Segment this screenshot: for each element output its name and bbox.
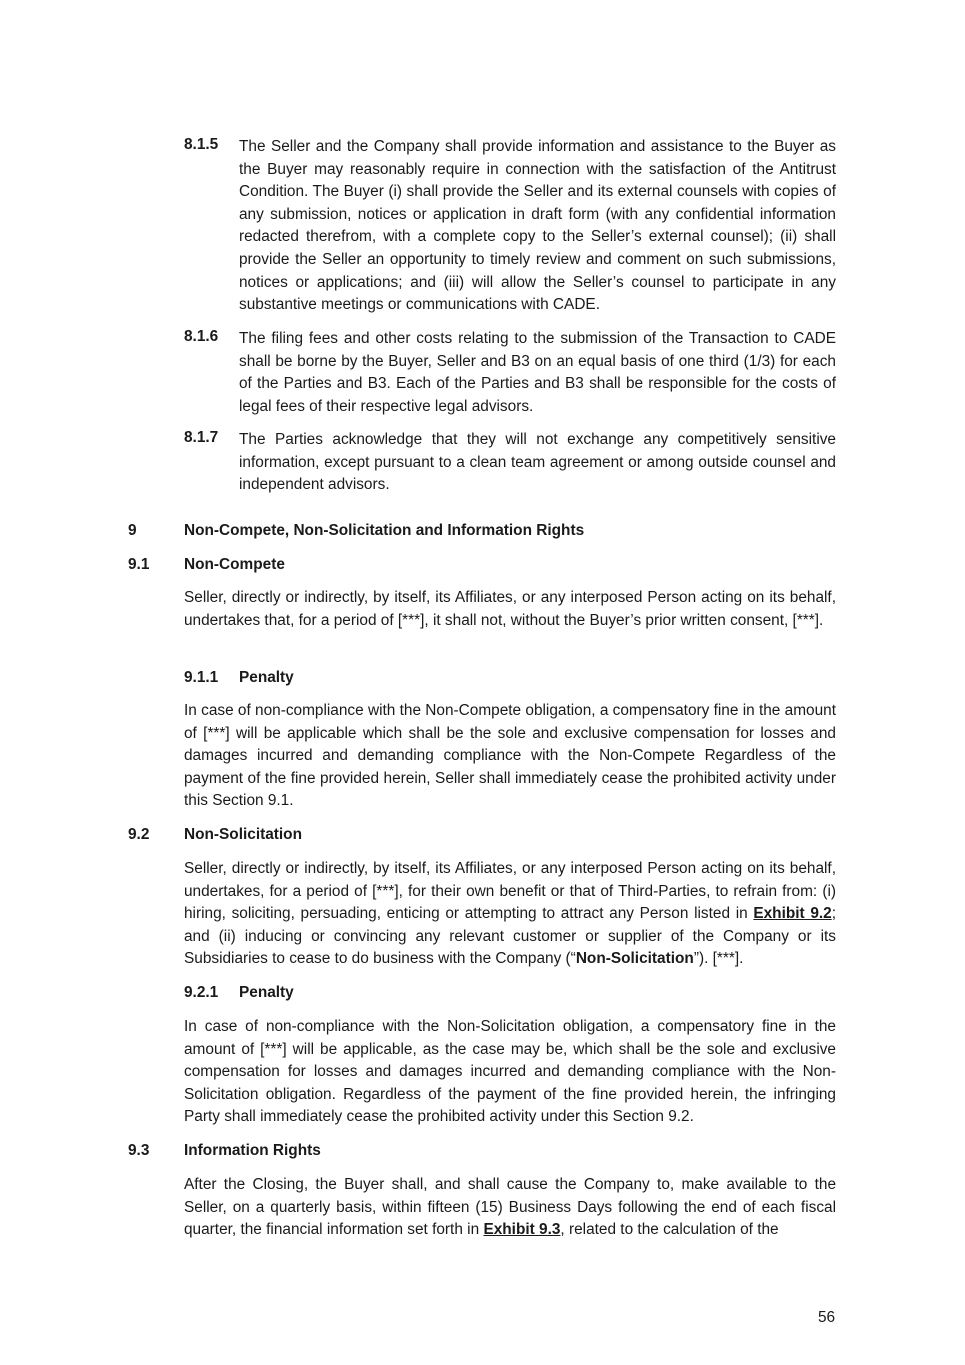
section-number: 9.1 <box>128 556 150 573</box>
clause-number: 8.1.7 <box>184 429 219 446</box>
defined-term: Non-Solicitation <box>575 950 694 968</box>
non-solicitation-paragraph <box>184 858 836 971</box>
subsection-title: Penalty <box>239 669 294 686</box>
section-title: Non-Compete <box>184 556 285 573</box>
paragraph-text: After the Closing, the Buyer shall, and shall cause the Company to, make available to the Seller, on a quarterly basis, within fifteen (15) Business Days following the end of each fiscal quarter, the financial information set forth in <box>184 1176 836 1239</box>
non-compete-paragraph: Seller, directly or indirectly, by itself, its Affiliates, or any interposed Person acting on its behalf, undertakes that, for a period of [***], it shall not, without the Buyer’s prior written consent, [***]. <box>184 589 836 629</box>
paragraph-text: ”). [***]. <box>693 950 744 968</box>
subsection-title: Penalty <box>239 984 294 1001</box>
clause-8-1-7 <box>184 429 836 497</box>
clause-text: The Seller and the Company shall provide information and assistance to the Buyer as the Buyer may reasonably require in connection with the satisfaction of the Antitrust Condition. The Buyer (i) shall provide the Seller and its external counsels with copies of any submission, notices or application in draft form (with any confidential information redacted therefrom, with a complete copy to the Seller’s external counsel); (ii) shall provide the Seller an opportunity to timely review and comment on such submissions, notices or applications; and (iii) will allow the Seller’s counsel to participate in any substantive meetings or communications with CADE. <box>239 138 836 314</box>
paragraph-text: Seller, directly or indirectly, by itself, its Affiliates, or any interposed Person acting on its behalf, undertakes, for a period of [***], for their own benefit or that of Third-Parties, to refrain from: (i) hiring, soliciting, persuading, enticing or attempting to attract any Person listed in <box>184 860 836 923</box>
exhibit-reference: Exhibit 9.2 <box>753 905 832 923</box>
page-number: 56 <box>818 1309 836 1326</box>
clause-8-1-6 <box>184 328 836 418</box>
section-9-3-heading <box>128 1140 321 1162</box>
subsection-number: 9.2.1 <box>184 984 219 1001</box>
section-title: Information Rights <box>184 1142 321 1159</box>
section-number: 9.2 <box>128 826 150 843</box>
exhibit-reference: Exhibit 9.3 <box>483 1221 561 1239</box>
section-number: 9 <box>128 522 137 539</box>
clause-number: 8.1.6 <box>184 328 219 345</box>
clause-8-1-5 <box>184 136 836 317</box>
subsection-number: 9.1.1 <box>184 669 219 686</box>
section-number: 9.3 <box>128 1142 150 1159</box>
penalty-9-2-1-heading <box>184 982 294 1004</box>
section-9-heading <box>128 520 584 542</box>
paragraph-text: ; and (ii) inducing or convincing any relevant customer or supplier of the Company or its Subsidiaries to cease to do business with the Company (“ <box>184 905 836 968</box>
paragraph-text: , related to the calculation of the <box>560 1221 779 1239</box>
section-9-2-heading <box>128 824 302 846</box>
penalty-9-1-1-paragraph: In case of non-compliance with the Non-Compete obligation, a compensatory fine in the amount of [***] will be applicable which shall be the sole and exclusive compensation for losses and damages incurred and demanding compliance with the Non-Compete Regardless of the payment of the fine provided herein, Seller shall immediately cease the prohibited activity under this Section 9.1. <box>184 702 836 810</box>
penalty-9-1-1-heading <box>184 667 294 689</box>
clause-text: The filing fees and other costs relating to the submission of the Transaction to CADE shall be borne by the Buyer, Seller and B3 on an equal basis of one third (1/3) for each of the Parties and B3. Each of the Parties and B3 shall be responsible for the costs of legal fees of their respective legal advisors. <box>239 330 836 415</box>
information-rights-paragraph <box>184 1174 836 1242</box>
section-9-1-heading <box>128 554 285 576</box>
section-title: Non-Compete, Non-Solicitation and Information Rights <box>184 522 585 539</box>
section-title: Non-Solicitation <box>184 826 302 843</box>
clause-number: 8.1.5 <box>184 136 219 153</box>
clause-text: The Parties acknowledge that they will not exchange any competitively sensitive information, except pursuant to a clean team agreement or among outside counsel and independent advisors. <box>239 431 836 494</box>
penalty-9-2-1-paragraph: In case of non-compliance with the Non-Solicitation obligation, a compensatory fine in the amount of [***] will be applicable, as the case may be, which shall be the sole and exclusive compensation for losses and damages incurred and demanding compliance with the Non-Solicitation obligation. Regardless of the payment of the fine provided herein, the infringing Party shall immediately cease the prohibited activity under this Section 9.2. <box>184 1018 836 1126</box>
